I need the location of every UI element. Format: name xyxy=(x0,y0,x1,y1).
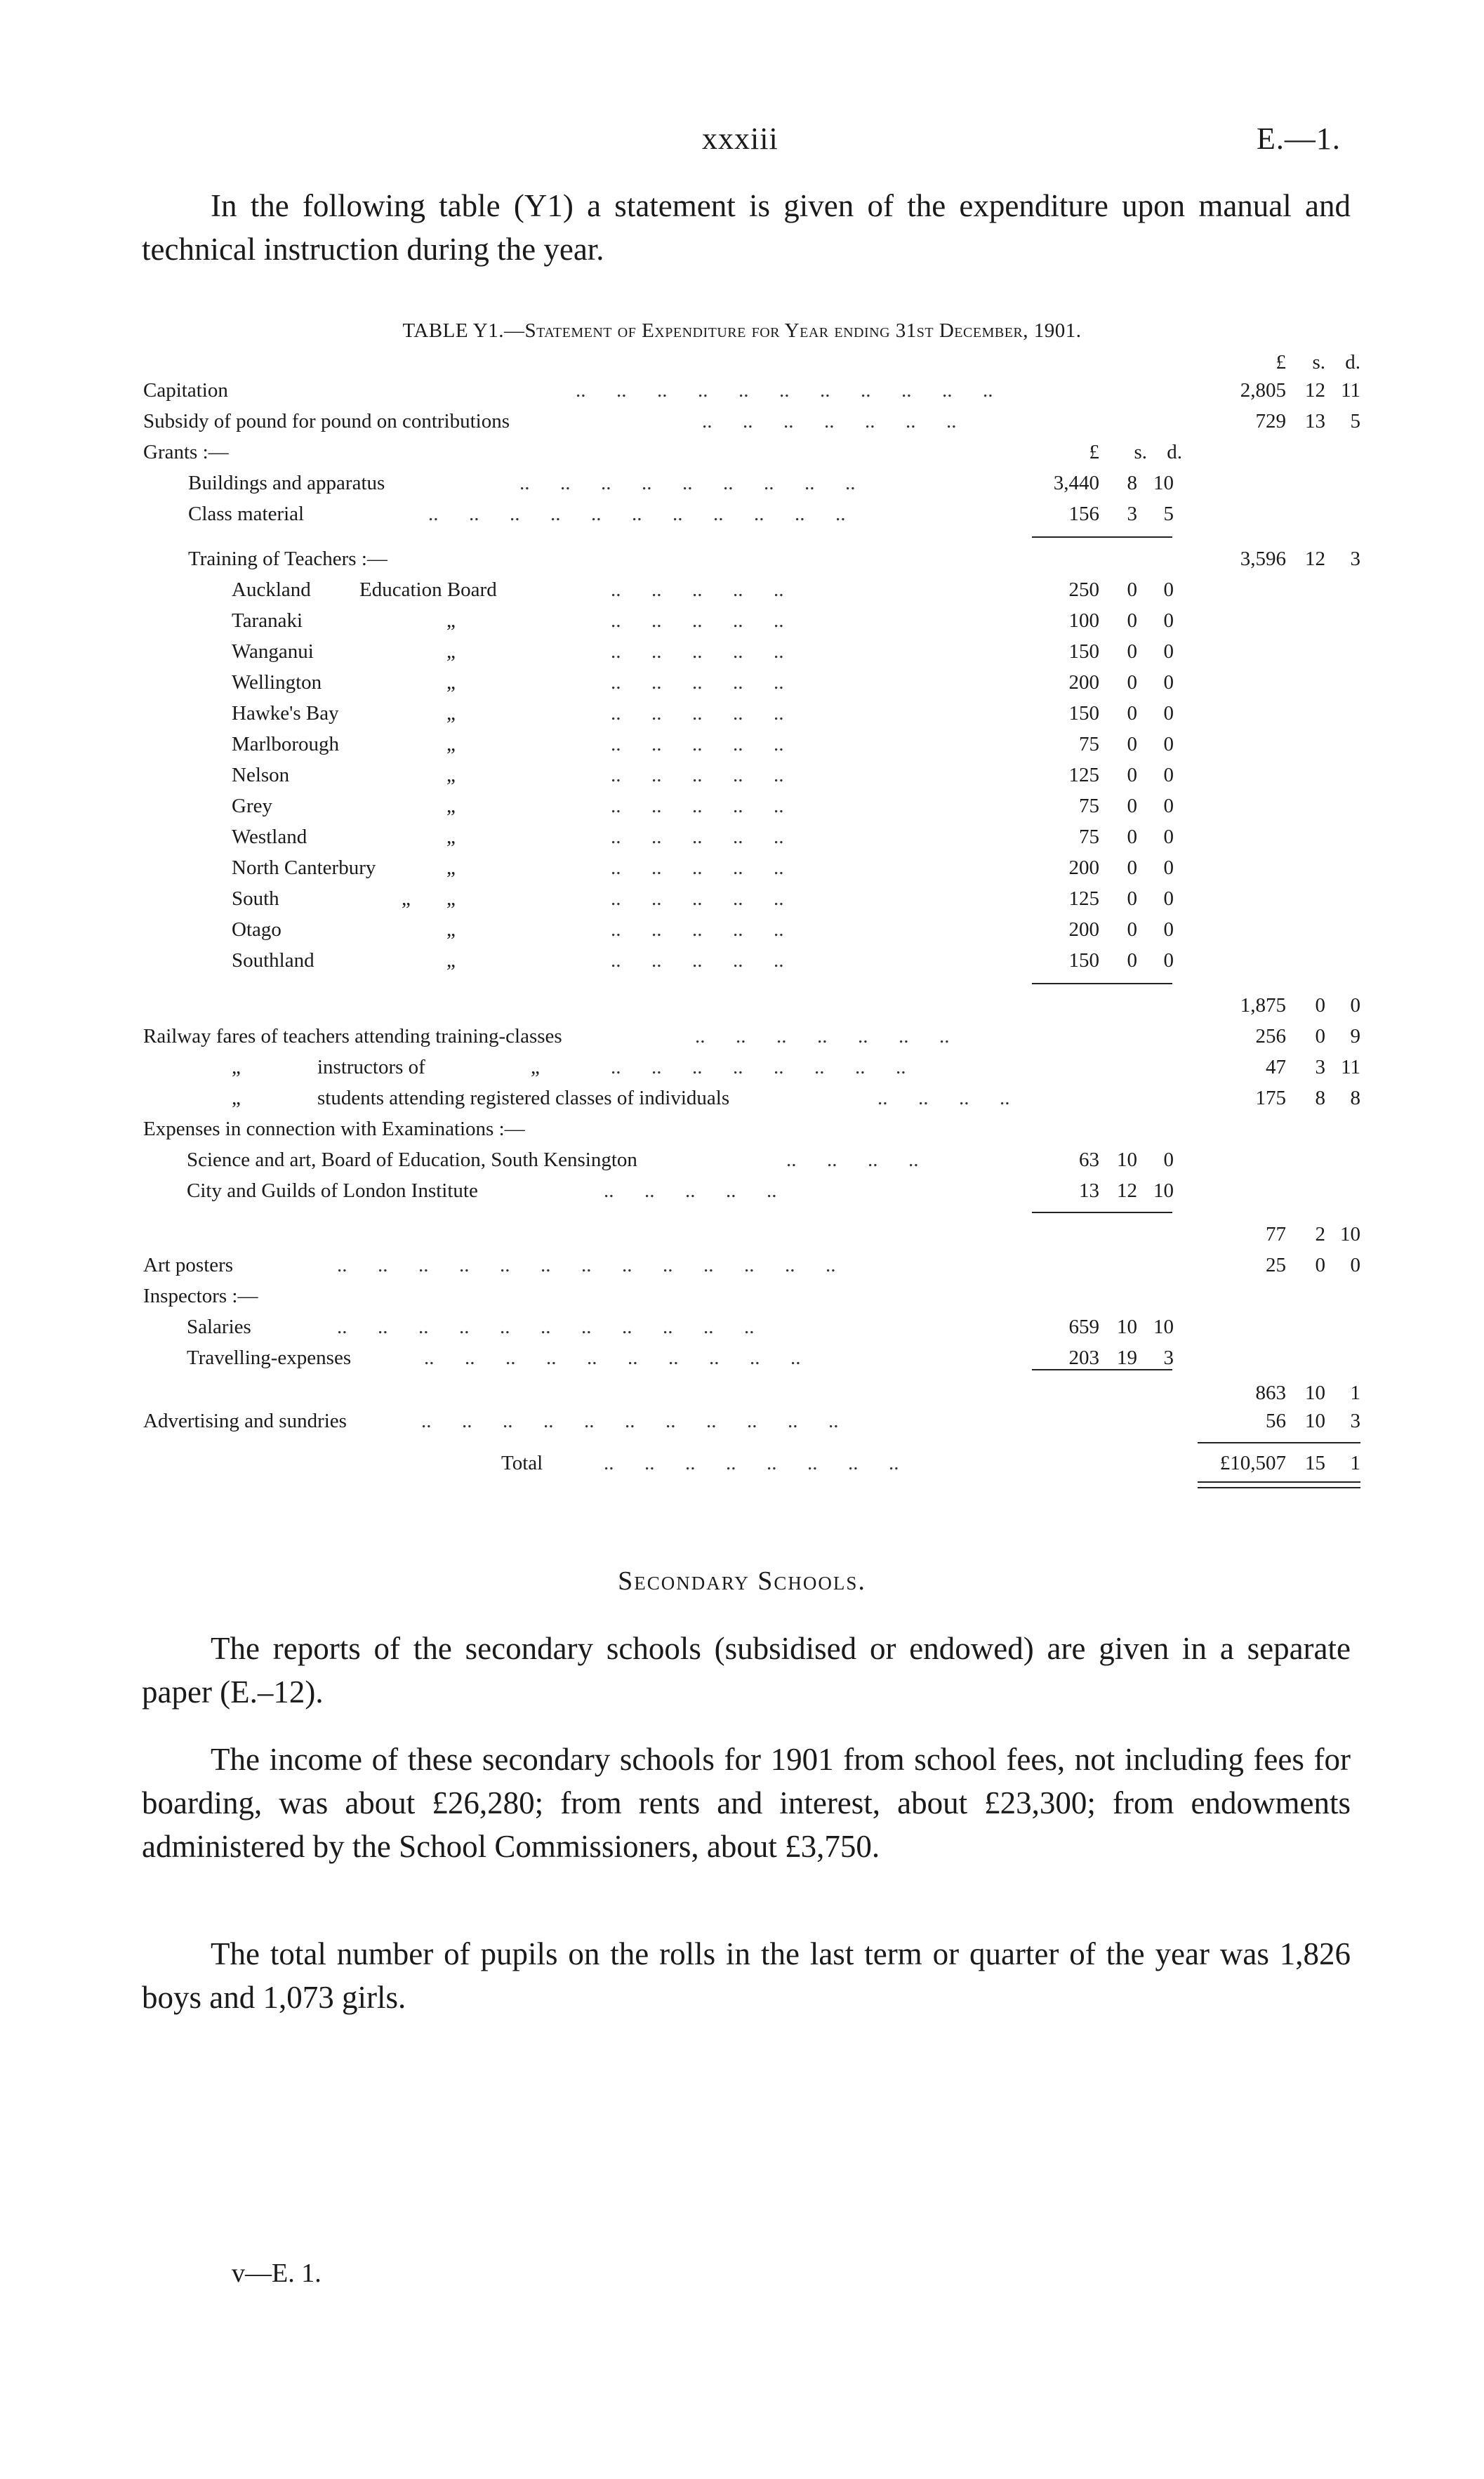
table-row xyxy=(0,543,1484,574)
ditto-mark: „ xyxy=(446,857,456,879)
dot-leader: .. .. .. .. .. .. .. .. .. .. .. xyxy=(421,1410,839,1432)
dot-leader: .. .. .. .. .. xyxy=(611,857,784,879)
dot-leader: .. .. .. .. .. .. .. .. .. .. xyxy=(424,1347,801,1369)
sub-pounds: 3,440 xyxy=(1053,472,1099,494)
section-title: Secondary Schools. xyxy=(618,1566,866,1596)
sub-pence: 0 xyxy=(1163,857,1174,879)
table-row xyxy=(0,1052,1484,1083)
dot-leader: .. .. .. .. .. .. .. .. .. .. .. xyxy=(428,503,846,525)
total-pounds: 3,596 xyxy=(1240,548,1286,570)
total-pence: 0 xyxy=(1350,994,1360,1017)
body-paragraph: The total number of pupils on the rolls in the last term or quarter of the year was 1,826 boys and 1,073 girls. xyxy=(142,1936,1351,2015)
dot-leader: .. .. .. .. .. xyxy=(611,733,784,755)
table-row xyxy=(0,1406,1484,1436)
sub-shillings: 0 xyxy=(1127,733,1137,755)
table-row xyxy=(0,1144,1484,1175)
ditto-mark: „ xyxy=(446,671,456,694)
sub-pence: 10 xyxy=(1153,472,1174,494)
ditto-mark: „ xyxy=(446,702,456,725)
sub-shillings: 19 xyxy=(1117,1347,1137,1369)
total-label: Total xyxy=(501,1452,543,1474)
dot-leader: .. .. .. .. .. .. .. xyxy=(695,1025,950,1047)
sub-shillings: 0 xyxy=(1127,609,1137,632)
table-row xyxy=(0,468,1484,498)
total-pence: 10 xyxy=(1340,1223,1360,1245)
row-label: instructors of xyxy=(317,1056,425,1078)
total-shillings: 2 xyxy=(1315,1223,1325,1245)
table-row xyxy=(0,1311,1484,1342)
table-row xyxy=(0,636,1484,667)
sub-pence: 0 xyxy=(1163,702,1174,725)
total-pence: 3 xyxy=(1350,548,1360,570)
row-label: Travelling-expenses xyxy=(187,1347,352,1369)
shillings-heading: s. xyxy=(1312,351,1325,373)
total-pence: 9 xyxy=(1350,1025,1360,1047)
sub-shillings: 0 xyxy=(1127,702,1137,725)
total-pounds: 175 xyxy=(1255,1087,1286,1109)
table-row xyxy=(0,1281,1484,1311)
sub-pence: 3 xyxy=(1163,1347,1174,1369)
body-paragraph: The reports of the secondary schools (subsidised or endowed) are given in a separate paper (E.–12). xyxy=(142,1631,1351,1710)
subtotal-rule xyxy=(1032,536,1172,538)
row-label: Class material xyxy=(188,503,305,525)
sub-pounds: 250 xyxy=(1068,579,1099,601)
dot-leader: .. .. .. .. xyxy=(786,1149,919,1171)
row-label: Salaries xyxy=(187,1316,251,1338)
row-label: Marlborough xyxy=(232,733,340,755)
sub-shillings: 0 xyxy=(1127,795,1137,817)
row-label: students attending registered classes of individuals xyxy=(317,1087,730,1109)
document-reference: E.—1. xyxy=(1257,121,1341,156)
sub-pence: 0 xyxy=(1163,764,1174,786)
dot-leader: .. .. .. .. .. xyxy=(611,949,784,972)
table-row xyxy=(0,883,1484,914)
dot-leader: .. .. .. .. .. xyxy=(611,579,784,601)
sub-pounds: 125 xyxy=(1068,887,1099,910)
page-number: xxxiii xyxy=(702,121,779,156)
grand-total-pounds: £10,507 xyxy=(1219,1452,1286,1474)
sub-pounds: 659 xyxy=(1068,1316,1099,1338)
table-row xyxy=(0,605,1484,636)
dot-leader: .. .. .. .. .. .. .. .. xyxy=(604,1452,899,1474)
sub-shillings: 0 xyxy=(1127,918,1137,941)
sub-shillings: 0 xyxy=(1127,640,1137,663)
total-shillings: 12 xyxy=(1305,379,1325,402)
sub-pence: 10 xyxy=(1153,1179,1174,1202)
sub-pence: 10 xyxy=(1153,1316,1174,1338)
row-label-continuation: Education Board xyxy=(359,579,497,601)
sub-shillings: 10 xyxy=(1117,1149,1137,1171)
dot-leader: .. .. .. .. .. xyxy=(611,640,784,663)
ditto-mark: „ xyxy=(446,887,456,910)
sub-shillings: 0 xyxy=(1127,764,1137,786)
sub-pounds: 150 xyxy=(1068,702,1099,725)
dot-leader: .. .. .. .. .. xyxy=(611,918,784,941)
row-label: South xyxy=(232,887,279,910)
dot-leader: .. .. .. .. .. xyxy=(611,826,784,848)
total-pounds: 25 xyxy=(1266,1254,1286,1276)
column-headings xyxy=(0,347,1484,378)
ditto-mark: „ xyxy=(446,795,456,817)
sub-pounds: 125 xyxy=(1068,764,1099,786)
table-row xyxy=(0,1250,1484,1281)
row-label: City and Guilds of London Institute xyxy=(187,1179,478,1202)
body-paragraph: The income of these secondary schools for 1901 from school fees, not including fees for boarding, was about £26,280; from rents and interest, about £23,300; from endowments administered by the School Commissioners, about £3,750. xyxy=(142,1742,1351,1864)
table-row xyxy=(0,498,1484,529)
table-row xyxy=(0,990,1484,1021)
table-row xyxy=(0,437,1484,468)
table-row xyxy=(0,852,1484,883)
ditto-mark: „ xyxy=(446,609,456,632)
ditto-mark: „ xyxy=(446,733,456,755)
dot-leader: .. .. .. .. .. xyxy=(611,702,784,725)
table-row xyxy=(0,1113,1484,1144)
total-pence: 0 xyxy=(1350,1254,1360,1276)
table-row xyxy=(0,760,1484,791)
sub-pence: 0 xyxy=(1163,579,1174,601)
table-row xyxy=(0,1021,1484,1052)
row-label: Wellington xyxy=(232,671,322,694)
dot-leader: .. .. .. .. .. xyxy=(604,1179,777,1202)
total-pence: 1 xyxy=(1350,1382,1360,1404)
sub-pounds: 100 xyxy=(1068,609,1099,632)
sub-pence: 0 xyxy=(1163,609,1174,632)
sub-pounds: 75 xyxy=(1079,795,1099,817)
footer-signature: v—E. 1. xyxy=(232,2259,322,2288)
table-title: TABLE Y1.—Statement of Expenditure for Year ending 31st December, 1901. xyxy=(402,319,1082,342)
sub-pounds-heading: £ xyxy=(1089,441,1099,463)
total-shillings: 10 xyxy=(1305,1382,1325,1404)
grand-total-pence: 1 xyxy=(1350,1452,1360,1474)
sub-pounds: 156 xyxy=(1068,503,1099,525)
sub-pounds: 63 xyxy=(1079,1149,1099,1171)
table-row-total xyxy=(0,1448,1484,1479)
sub-shillings: 12 xyxy=(1117,1179,1137,1202)
subtotal-rule xyxy=(1032,1212,1172,1213)
table-row xyxy=(0,1219,1484,1250)
sub-pence: 0 xyxy=(1163,918,1174,941)
dot-leader: .. .. .. .. .. .. .. .. .. .. .. xyxy=(337,1316,755,1338)
ditto-mark: „ xyxy=(446,949,456,972)
total-shillings: 0 xyxy=(1315,1025,1325,1047)
sub-pounds: 200 xyxy=(1068,857,1099,879)
total-shillings: 10 xyxy=(1305,1410,1325,1432)
row-label: Art posters xyxy=(143,1254,234,1276)
dot-leader: .. .. .. .. .. .. .. .. .. .. .. .. .. xyxy=(337,1254,836,1276)
table-row xyxy=(0,667,1484,698)
dot-leader: .. .. .. .. .. xyxy=(611,887,784,910)
sub-pence: 0 xyxy=(1163,1149,1174,1171)
dot-leader: .. .. .. .. .. .. .. .. xyxy=(611,1056,906,1078)
total-pounds: 2,805 xyxy=(1240,379,1286,402)
row-label: Nelson xyxy=(232,764,290,786)
intro-paragraph: In the following table (Y1) a statement is given of the expenditure upon manual and technical instruction during the year. xyxy=(142,188,1351,267)
table-row xyxy=(0,1175,1484,1206)
row-label: Subsidy of pound for pound on contributions xyxy=(143,410,510,432)
row-label: North Canterbury xyxy=(232,857,376,879)
table-row xyxy=(0,1377,1484,1408)
subtotal-rule xyxy=(1032,1369,1172,1370)
row-label: Hawke's Bay xyxy=(232,702,339,725)
sub-pence: 0 xyxy=(1163,887,1174,910)
sub-pence: 0 xyxy=(1163,949,1174,972)
sub-shillings: 8 xyxy=(1127,472,1137,494)
dot-leader: .. .. .. .. xyxy=(877,1087,1010,1109)
sub-pence: 0 xyxy=(1163,733,1174,755)
row-label: Training of Teachers :— xyxy=(188,548,387,570)
row-label: Railway fares of teachers attending training-classes xyxy=(143,1025,562,1047)
table-row xyxy=(0,406,1484,437)
total-pounds: 1,875 xyxy=(1240,994,1286,1017)
ditto-mark: „ xyxy=(446,764,456,786)
total-shillings: 3 xyxy=(1315,1056,1325,1078)
row-label: Auckland xyxy=(232,579,311,601)
row-label: Science and art, Board of Education, South Kensington xyxy=(187,1149,637,1171)
total-pence: 3 xyxy=(1350,1410,1360,1432)
row-label: Southland xyxy=(232,949,314,972)
table-row xyxy=(0,914,1484,945)
sub-shillings: 3 xyxy=(1127,503,1137,525)
sub-pence-heading: d. xyxy=(1167,441,1182,463)
ditto-mark: „ xyxy=(446,826,456,848)
row-label: Westland xyxy=(232,826,307,848)
sub-pence: 0 xyxy=(1163,640,1174,663)
ditto-mark: „ xyxy=(446,918,456,941)
ditto-mark: „ xyxy=(402,887,411,910)
ditto-mark: „ xyxy=(446,640,456,663)
sub-shillings: 0 xyxy=(1127,826,1137,848)
sub-pounds: 13 xyxy=(1079,1179,1099,1202)
table-row xyxy=(0,821,1484,852)
total-pounds: 47 xyxy=(1266,1056,1286,1078)
total-shillings: 8 xyxy=(1315,1087,1325,1109)
total-pounds: 56 xyxy=(1266,1410,1286,1432)
table-row xyxy=(0,698,1484,729)
pounds-heading: £ xyxy=(1276,351,1286,373)
sub-pounds: 203 xyxy=(1068,1347,1099,1369)
pence-heading: d. xyxy=(1345,351,1360,373)
total-shillings: 13 xyxy=(1305,410,1325,432)
sub-pounds: 200 xyxy=(1068,918,1099,941)
table-row xyxy=(0,729,1484,760)
table-row xyxy=(0,1342,1484,1373)
total-pounds: 256 xyxy=(1255,1025,1286,1047)
sub-shillings: 0 xyxy=(1127,949,1137,972)
table-row xyxy=(0,375,1484,406)
total-pounds: 77 xyxy=(1266,1223,1286,1245)
table-row xyxy=(0,574,1484,605)
sub-shillings: 0 xyxy=(1127,857,1137,879)
sub-shillings: 0 xyxy=(1127,887,1137,910)
total-rule xyxy=(1198,1442,1360,1443)
row-label: Expenses in connection with Examinations :— xyxy=(143,1118,525,1140)
sub-shillings: 0 xyxy=(1127,671,1137,694)
row-label: Advertising and sundries xyxy=(143,1410,347,1432)
ditto-mark: „ xyxy=(531,1056,540,1078)
table-row xyxy=(0,1083,1484,1113)
ditto-mark: „ xyxy=(232,1087,241,1109)
double-rule-upper xyxy=(1198,1481,1360,1483)
dot-leader: .. .. .. .. .. .. .. .. .. xyxy=(519,472,856,494)
dot-leader: .. .. .. .. .. .. .. .. .. .. .. xyxy=(576,379,993,402)
sub-pence: 0 xyxy=(1163,795,1174,817)
total-shillings: 0 xyxy=(1315,1254,1325,1276)
dot-leader: .. .. .. .. .. xyxy=(611,671,784,694)
ditto-mark: „ xyxy=(232,1056,241,1078)
row-label: Otago xyxy=(232,918,281,941)
sub-pounds: 200 xyxy=(1068,671,1099,694)
total-pence: 11 xyxy=(1341,1056,1360,1078)
total-pence: 11 xyxy=(1341,379,1360,402)
dot-leader: .. .. .. .. .. xyxy=(611,795,784,817)
sub-pence: 0 xyxy=(1163,826,1174,848)
sub-pounds: 75 xyxy=(1079,733,1099,755)
dot-leader: .. .. .. .. .. .. .. xyxy=(702,410,957,432)
sub-shillings: 0 xyxy=(1127,579,1137,601)
row-label: Grants :— xyxy=(143,441,229,463)
total-shillings: 0 xyxy=(1315,994,1325,1017)
row-label: Grey xyxy=(232,795,272,817)
sub-pounds: 150 xyxy=(1068,949,1099,972)
sub-pence: 0 xyxy=(1163,671,1174,694)
sub-pence: 5 xyxy=(1163,503,1174,525)
total-pence: 8 xyxy=(1350,1087,1360,1109)
row-label: Taranaki xyxy=(232,609,303,632)
sub-pounds: 150 xyxy=(1068,640,1099,663)
row-label: Capitation xyxy=(143,379,228,402)
sub-shillings: 10 xyxy=(1117,1316,1137,1338)
total-pounds: 863 xyxy=(1255,1382,1286,1404)
dot-leader: .. .. .. .. .. xyxy=(611,609,784,632)
total-pence: 5 xyxy=(1350,410,1360,432)
total-shillings: 12 xyxy=(1305,548,1325,570)
sub-shillings-heading: s. xyxy=(1134,441,1147,463)
sub-pounds: 75 xyxy=(1079,826,1099,848)
total-pounds: 729 xyxy=(1255,410,1286,432)
subtotal-rule xyxy=(1032,983,1172,984)
double-rule-lower xyxy=(1198,1487,1360,1488)
table-row xyxy=(0,945,1484,976)
row-label: Buildings and apparatus xyxy=(188,472,385,494)
grand-total-shillings: 15 xyxy=(1305,1452,1325,1474)
row-label: Wanganui xyxy=(232,640,314,663)
row-label: Inspectors :— xyxy=(143,1285,258,1307)
table-row xyxy=(0,791,1484,821)
dot-leader: .. .. .. .. .. xyxy=(611,764,784,786)
